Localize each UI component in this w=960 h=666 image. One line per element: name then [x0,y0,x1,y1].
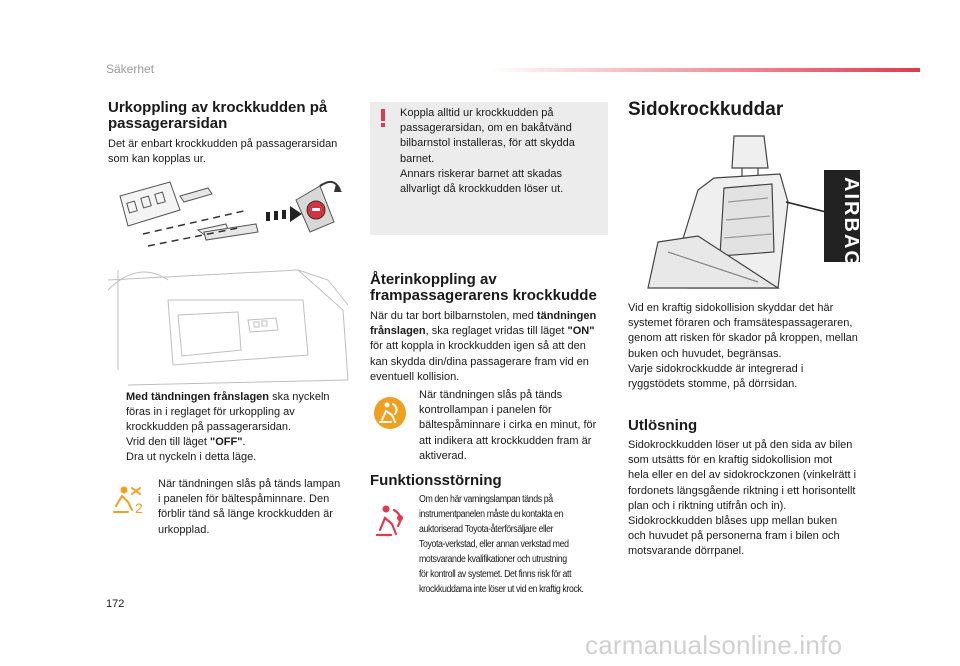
deactivation-title [108,100,327,132]
warning-line: bilbarnstol installeras, för att skydda [400,137,575,150]
watermark: carmanualsonline.info [585,630,843,660]
lamp-note-line: förblir tänd så länge krockkudden är [158,508,333,521]
door-panel-icon [108,270,348,385]
arrow-icon [266,206,302,222]
step-item [108,390,358,435]
desc-line: systemet föraren och framsätespassageraren, [628,317,853,330]
section-header: Säkerhet [106,62,155,76]
trigger-line: Sidokrockkudden blåses upp mellan buken [628,515,838,528]
airbag-label-text: AIRBAG [839,176,862,268]
lamp-note [158,477,340,538]
malfunction-title-text: Funktionsstörning [370,472,502,489]
lamp-note-line: urkopplad. [158,523,210,536]
car-key-icon [120,182,258,240]
text-span: , ska reglaget vridas till läget [425,325,568,338]
airbag-switch-icon [296,182,342,232]
intro-line: som kan kopplas ur. [108,153,206,166]
seat-icon [648,136,788,288]
trigger-line: hela eller en del av sidokrockzonen (vinkelrätt i [628,469,857,482]
trigger-line: som utsätts för en kraftig sidokollision mot [628,454,833,467]
side-airbags-title [628,99,783,121]
malfunction-text [419,492,621,597]
malfunction-title [370,473,502,489]
trigger-line: Sidokrockkudden löser ut på den sida av bilen [628,439,853,451]
airbag-warning-icon [374,504,410,538]
trigger-line: fordonets längsgående riktning i ett horisontellt [628,484,856,497]
lamp-note-line: När tändningen slås på tänds lampan [158,478,341,490]
reactivation-title-line2: frampassagerarens krockkudde [370,287,597,304]
step-text: . [242,436,246,448]
reactivation-text [370,309,596,385]
lamp-note-line: aktiverad. [419,449,467,462]
warning-line: Koppla alltid ur krockkudden på [400,107,554,119]
reactivation-line [370,309,596,324]
text-bold: "ON" [567,325,595,338]
step-text: Vrid den till läget [126,436,210,448]
lamp-note-line: När tändningen slås på tänds [419,389,563,401]
step-item [108,435,358,450]
lamp-note-line: kontrollampan i panelen för [419,404,552,417]
malfunction-line: för kontroll av systemet. Det finns risk för att [419,569,572,580]
warning-line: barnet. [400,152,435,165]
trigger-text [628,438,856,560]
trigger-line: plan och i riktning utifrån och in). [628,499,787,512]
lamp-note-line: i panelen för bältespåminnare. Den [158,493,330,506]
warning-line: allvarligt då krockkudden löser ut. [400,183,564,196]
seat-illustration [628,132,868,292]
step-bold: Med tändningen frånslagen [126,391,270,403]
side-airbags-title-text: Sidokrockkuddar [628,99,784,120]
step-text: krockkudden på passagerarsidan. [126,421,292,433]
lamp-note-line: att indikera att krockkudden fram är [419,434,592,447]
warning-text [400,106,575,197]
trigger-title [628,418,697,434]
side-airbags-desc [628,301,858,392]
steps-list [108,390,358,465]
deactivation-title-line2: passagerarsidan [108,115,228,132]
step-text: ska nyckeln [269,391,330,403]
reactivation-line: eventuell kollision. [370,370,460,383]
lamp-note-line: bältespåminnare i cirka en minut, för [419,419,597,432]
step-text: föras in i reglaget för urkoppling av [126,406,295,418]
page-number: 172 [106,598,125,610]
desc-line: Varje sidokrockkudde är integrerad i [628,362,804,375]
text-bold: frånslagen [370,325,426,338]
passenger-airbag-off-icon [110,484,148,514]
exclamation-icon [376,109,390,127]
step-bold: "OFF" [209,436,243,448]
malfunction-line: Om den här varningslampan tänds på [419,494,553,505]
deactivation-title-line1: Urkoppling av krockkudden på [108,99,328,116]
reactivation-line: för att koppla in krockkudden igen så att den [370,340,586,353]
trigger-line: och huvudet på personerna fram i bilen och [628,530,840,543]
desc-line: buken och huvudet, begränsas. [628,347,782,360]
airbag-label [839,176,862,268]
text-bold: tändningen [536,310,597,322]
key-switch-illustration [108,170,358,390]
reactivation-line: kan skydda din/dina passagerare fram vid en [370,355,589,368]
malfunction-line: krockkuddarna inte löser ut vid en kraftig krock. [419,584,584,595]
reactivation-lamp-note [419,388,596,464]
trigger-line: motsvarande dörrpanel. [628,545,745,558]
deactivation-steps [108,390,358,465]
deactivation-intro [108,137,337,167]
reactivation-title [370,272,597,304]
desc-line: genom att risken för skador på kroppen, mellan [628,332,858,345]
warning-line: Annars riskerar barnet att skadas [400,167,563,180]
desc-line: Vid en kraftig sidokollision skyddar det här [628,302,834,314]
header-accent-bar [490,68,920,72]
desc-line: ryggstödets stomme, på dörrsidan. [628,378,798,391]
pointer-line [786,202,826,212]
trigger-title-text: Utlösning [628,417,698,434]
warning-line: passagerarsidan, om en bakåtvänd [400,122,572,135]
reactivation-line [370,324,596,339]
malfunction-line: motsvarande kvalifikationer och utrustning [419,554,567,565]
passenger-airbag-on-icon [373,396,407,430]
svg-text:2: 2 [135,500,143,514]
text-span: När du tar bort bilbarnstolen, med [370,310,537,322]
step-item [108,450,358,465]
malfunction-line: Toyota-verkstad, eller annan verkstad med [419,539,569,550]
malfunction-line: auktoriserad Toyota-återförsäljare eller [419,524,554,535]
step-text: Dra ut nyckeln i detta läge. [126,451,257,463]
malfunction-line: instrumentpanelen måste du kontakta en [419,509,563,520]
intro-line: Det är enbart krockkudden på passagerarsidan [108,138,338,150]
reactivation-title-line1: Återinkoppling av [370,271,497,288]
